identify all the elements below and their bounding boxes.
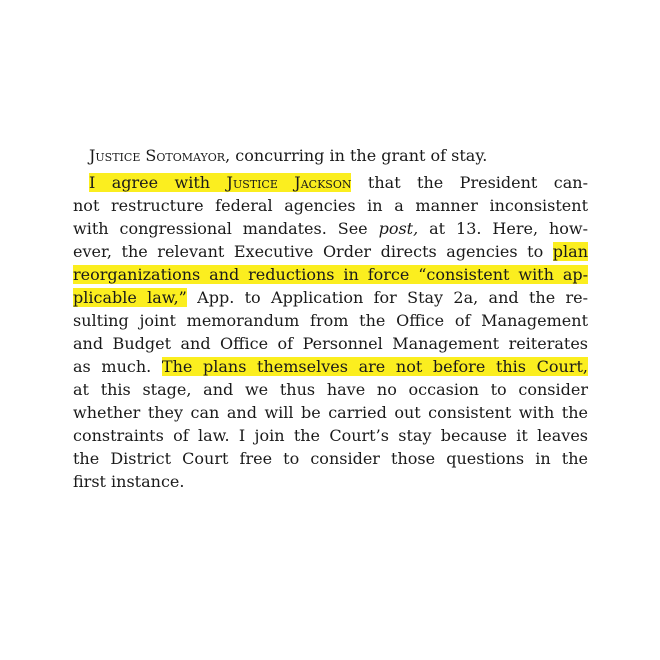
- text-line: [73, 378, 588, 401]
- text-segment: and Budget and Office of Personnel Management reiterates: [73, 334, 588, 353]
- highlighted-text: Justice Jackson: [226, 173, 352, 192]
- text-segment: as much.: [73, 357, 162, 376]
- text-segment: first instance.: [73, 472, 185, 491]
- text-segment: with congressional mandates. See: [73, 219, 379, 238]
- text-segment: sulting joint memorandum from the Office of Management: [73, 311, 588, 330]
- text-segment: constraints of law. I join the Court’s stay because it leaves: [73, 426, 588, 445]
- highlighted-text: The plans themselves are not before this Court,: [161, 357, 589, 376]
- highlighted-text: reorganizations and reductions in force “consistent with ap-: [73, 265, 588, 284]
- text-segment: at 13. Here, how-: [418, 219, 589, 238]
- text-line: [73, 217, 588, 240]
- text-line: [73, 355, 588, 378]
- text-segment: not restructure federal agencies in a manner inconsistent: [73, 196, 588, 215]
- text-line: [73, 194, 588, 217]
- text-line: [73, 240, 588, 263]
- text-segment: at this stage, and we thus have no occasion to consider: [73, 380, 588, 399]
- highlighted-text: plicable law,”: [73, 288, 187, 307]
- text-line: [73, 401, 588, 424]
- text-line: [73, 309, 588, 332]
- opinion-heading: [89, 144, 487, 167]
- text-segment: the District Court free to consider those questions in the: [73, 449, 588, 468]
- text-line: [73, 171, 588, 194]
- opinion-heading-text: , concurring in the grant of stay.: [225, 146, 488, 165]
- text-line: [73, 332, 588, 355]
- highlighted-text: plan: [552, 242, 588, 261]
- text-segment: App. to Application for Stay 2a, and the re-: [186, 288, 589, 307]
- text-segment: whether they can and will be carried out consistent with the: [73, 403, 588, 422]
- highlighted-text: I agree with: [89, 173, 227, 192]
- text-line: [73, 286, 588, 309]
- text-line: [73, 470, 588, 493]
- text-line: [73, 263, 588, 286]
- text-segment: that the President can-: [351, 173, 588, 192]
- text-line: [73, 424, 588, 447]
- opinion-author: Justice Sotomayor: [89, 146, 226, 165]
- text-line: [73, 447, 588, 470]
- text-segment: ever, the relevant Executive Order directs agencies to: [73, 242, 553, 261]
- text-segment: post,: [378, 219, 419, 238]
